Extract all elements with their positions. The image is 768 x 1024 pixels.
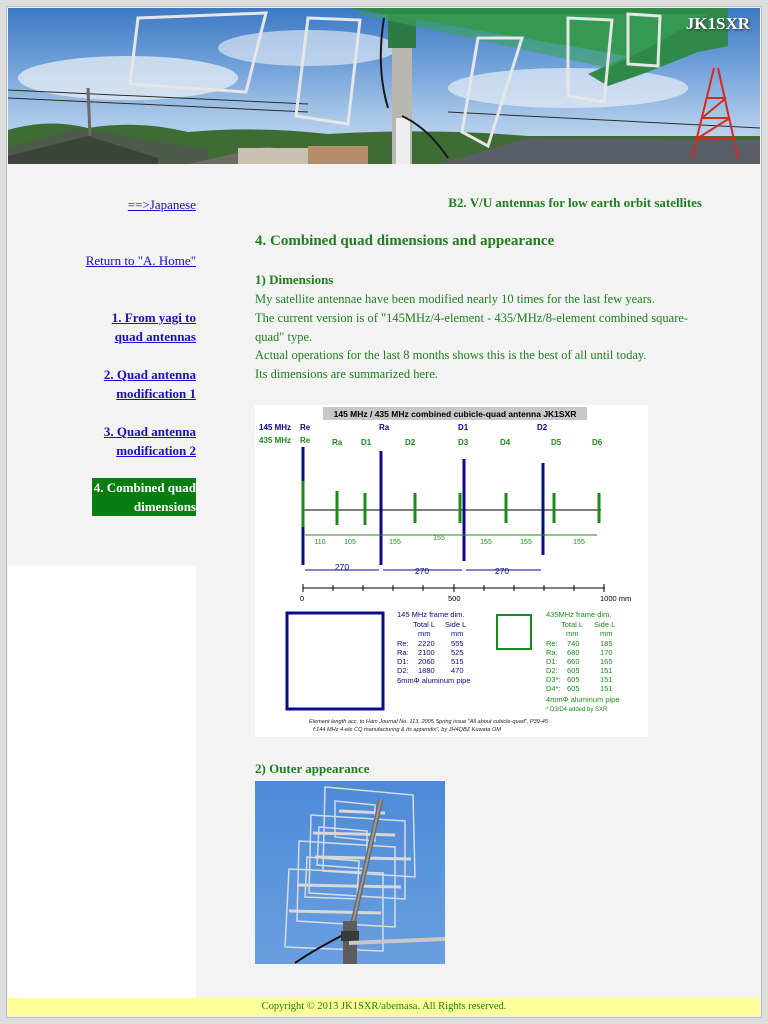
sidebar-item-line2: modification 1 [116, 386, 196, 401]
frame-145-row-side: 555 [451, 639, 464, 648]
label-435-d5: D5 [551, 438, 562, 447]
frame-145-row-total: 2060 [418, 657, 435, 666]
sidebar-item-line1: 1. From yagi to [111, 310, 196, 325]
paragraph-line: Actual operations for the last 8 months shows this is the best of all until today. [255, 348, 647, 363]
label-435-d6: D6 [592, 438, 603, 447]
frame-145-header-total: Total L [413, 620, 436, 629]
section-title: 4. Combined quad dimensions and appearance [255, 233, 555, 249]
frame-435-row-total: 605 [567, 666, 580, 675]
frame-435-row-side: 151 [600, 666, 613, 675]
frame-435-row-label: D1: [546, 657, 558, 666]
spacing-435-5: 155 [480, 539, 492, 546]
frame-435-row-side: 151 [600, 684, 613, 693]
spacing-145-2: 270 [414, 566, 430, 576]
frame-145-note: 6mmΦ aluminum pipe [397, 676, 471, 685]
frame-435-header-side: Side L [594, 620, 616, 629]
antenna-photo-illustration [255, 781, 445, 964]
diagram-citation-line1: Element length acc. to Ham Journal No. 113, 2005 Spring issue "All about cubicle-quad", P39-45 [309, 719, 548, 725]
frame-145-row-side: 525 [451, 648, 464, 657]
spacing-145-3: 270 [494, 566, 510, 576]
frame-435-title: 435MHz frame dim. [546, 610, 612, 619]
frame-435-row-total: 605 [567, 675, 580, 684]
sidebar-item-line1: 3. Quad antenna [103, 424, 196, 439]
paragraph-line: quad" type. [255, 329, 313, 344]
antenna-outer-appearance-photo [255, 781, 445, 964]
sidebar-item-modification-2[interactable] [104, 422, 196, 460]
frame-145-row-label: D2: [397, 666, 409, 675]
diagram-citation-line2: f:144 MHz 4-ele CQ manufacturing & its appendix", by JH4QBZ Kuwata OM [313, 727, 501, 733]
header-banner-photo [8, 8, 760, 164]
label-145-ra: Ra [379, 423, 390, 432]
label-435-d3: D3 [458, 438, 469, 447]
frame-145-row-side: 515 [451, 657, 464, 666]
frame-435-header-total: Total L [561, 620, 584, 629]
paragraph-line: The current version is of "145MHz/4-element - 435/MHz/8-element combined square- [255, 310, 689, 325]
frame-435-row-label: Re: [546, 639, 558, 648]
label-145-d2: D2 [537, 423, 548, 432]
frame-435-row-side: 170 [600, 648, 613, 657]
label-435-re: Re [300, 436, 311, 445]
scale-tick-0: 0 [300, 594, 305, 603]
sidebar-empty-area [8, 566, 196, 998]
frame-435-row-total: 660 [567, 657, 580, 666]
paragraph-line: Its dimensions are summarized here. [255, 367, 438, 382]
return-home-link[interactable]: Return to "A. Home" [85, 253, 196, 268]
appearance-subtitle: 2) Outer appearance [255, 761, 370, 776]
spacing-435-2: 105 [344, 539, 356, 546]
frame-145-row-side: 470 [451, 666, 464, 675]
label-435-d2: D2 [405, 438, 416, 447]
spacing-435-4: 155 [433, 535, 445, 542]
frame-435-square [497, 615, 531, 649]
spacing-435-6: 155 [520, 539, 532, 546]
frame-145-header-side: Side L [445, 620, 467, 629]
paragraph-line: My satellite antennae have been modified nearly 10 times for the last few years. [255, 292, 655, 306]
sidebar-nav [8, 164, 196, 566]
frame-435-row-label: D3*: [546, 675, 561, 684]
frame-435-row-total: 680 [567, 648, 580, 657]
page-category-heading: B2. V/U antennas for low earth orbit satellites [448, 195, 702, 210]
scale-tick-500: 500 [448, 594, 461, 603]
frame-145-square [287, 613, 383, 709]
label-435-d4: D4 [500, 438, 511, 447]
spacing-435-7: 155 [573, 539, 585, 546]
frame-435-row-total: 605 [567, 684, 580, 693]
spacing-435-1: 110 [314, 539, 326, 546]
antenna-photo-illustration [8, 8, 760, 164]
frame-435-unit-total: mm [566, 629, 579, 638]
frame-145-row-total: 2100 [418, 648, 435, 657]
frame-435-row-label: D2: [546, 666, 558, 675]
sidebar-item-line2: modification 2 [116, 443, 196, 458]
row-label-435: 435 MHz [259, 436, 292, 445]
frame-435-row-side: 185 [600, 639, 613, 648]
sidebar-item-from-yagi[interactable] [112, 308, 196, 346]
frame-435-footnote: * D3/D4 added by SXR [546, 707, 608, 713]
site-callsign-logo: JK1SXR [685, 14, 750, 33]
frame-435-note: 4mmΦ aluminum pipe [546, 695, 620, 704]
frame-435-row-label: D4*: [546, 684, 561, 693]
diagram-svg [255, 405, 648, 737]
sidebar-item-line2: quad antennas [114, 329, 196, 344]
dimensions-paragraph [255, 290, 715, 384]
frame-145-title: 145 MHz frame dim. [397, 610, 465, 619]
sidebar-item-line1: 4. Combined quad [93, 480, 196, 495]
dimensions-subtitle: 1) Dimensions [255, 272, 334, 287]
frame-435-row-side: 165 [600, 657, 613, 666]
antenna-dimension-diagram [255, 405, 648, 737]
spacing-145-1: 270 [334, 562, 350, 572]
frame-435-row-total: 740 [567, 639, 580, 648]
page-footer [8, 998, 760, 1016]
frame-435-unit-side: mm [600, 629, 613, 638]
sidebar-item-combined-quad-active[interactable] [92, 478, 196, 516]
frame-145-row-total: 1880 [418, 666, 435, 675]
row-label-145: 145 MHz [259, 423, 292, 432]
frame-145-row-label: Ra: [397, 648, 409, 657]
japanese-language-link[interactable]: ==>Japanese [127, 197, 196, 212]
frame-435-row-label: Ra: [546, 648, 558, 657]
sidebar-item-modification-1[interactable] [104, 365, 196, 403]
label-145-re: Re [300, 423, 311, 432]
sidebar-item-line2: dimensions [133, 499, 196, 514]
copyright-text: Copyright © 2013 JK1SXR/abemasa. All Rights reserved. [261, 1001, 507, 1012]
diagram-title: 145 MHz / 435 MHz combined cubicle-quad antenna JK1SXR [333, 409, 577, 419]
frame-145-row-label: Re: [397, 639, 409, 648]
frame-145-row-total: 2220 [418, 639, 435, 648]
frame-435-row-side: 151 [600, 675, 613, 684]
sidebar-item-line1: 2. Quad antenna [103, 367, 196, 382]
label-435-ra: Ra [332, 438, 343, 447]
label-145-d1: D1 [458, 423, 469, 432]
frame-145-unit-side: mm [451, 629, 464, 638]
frame-145-row-label: D1: [397, 657, 409, 666]
label-435-d1: D1 [361, 438, 372, 447]
scale-tick-1000: 1000 mm [600, 594, 632, 603]
frame-145-unit-total: mm [418, 629, 431, 638]
spacing-435-3: 155 [389, 539, 401, 546]
